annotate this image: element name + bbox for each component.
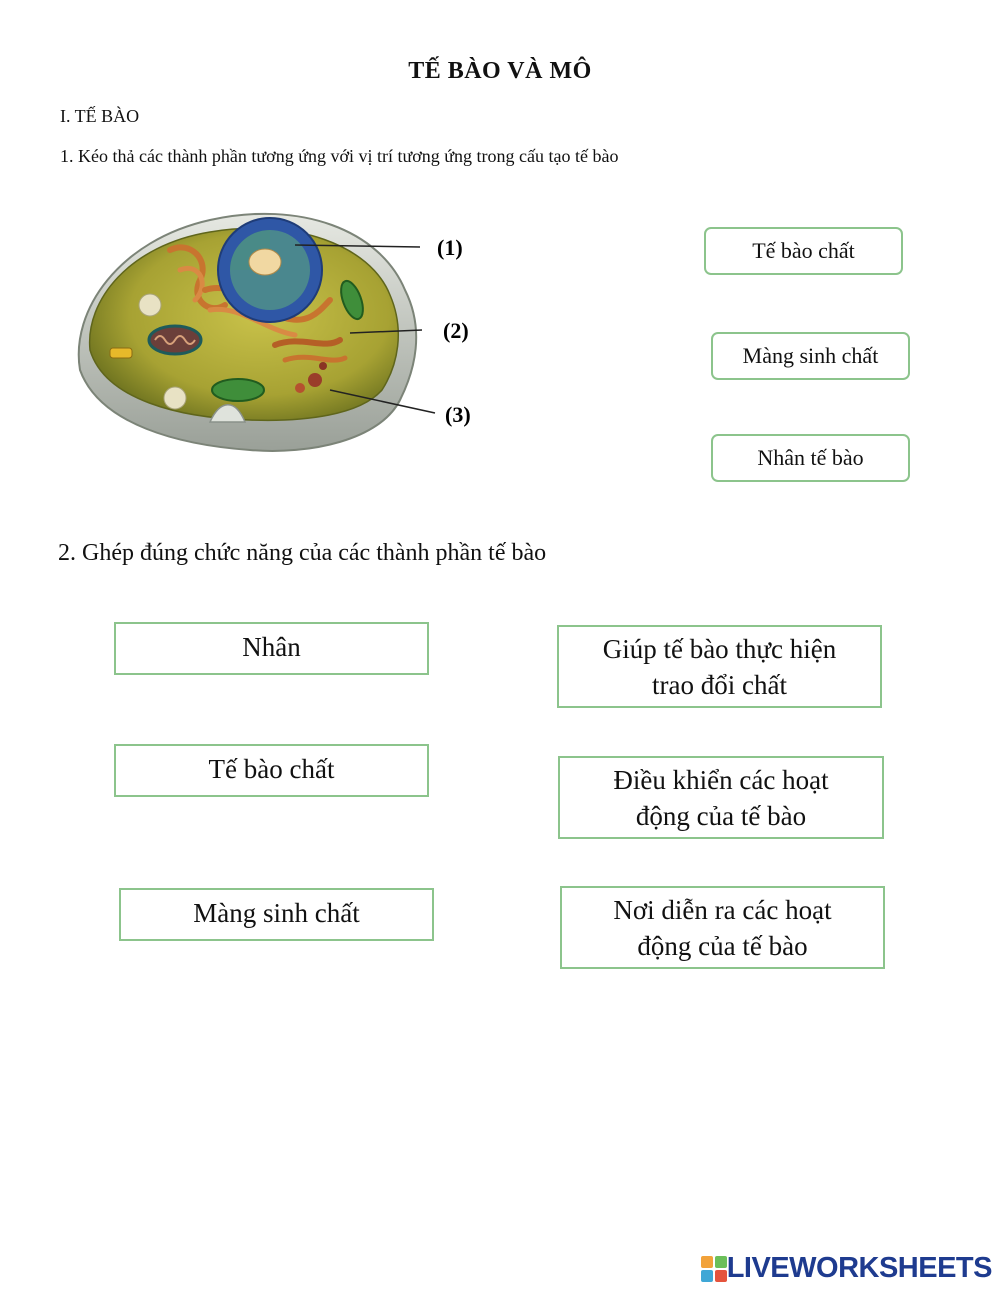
page-title: TẾ BÀO VÀ MÔ bbox=[408, 58, 592, 84]
match-right-trao-doi-chat[interactable] bbox=[557, 625, 882, 708]
match-right-line: Giúp tế bào thực hiện bbox=[602, 633, 837, 664]
cell-diagram bbox=[60, 200, 490, 470]
question-2-prompt: 2. Ghép đúng chức năng của các thành phần tế bào bbox=[58, 540, 547, 566]
match-right-dieu-khien[interactable] bbox=[558, 756, 884, 839]
diagram-label-3: (3) bbox=[445, 402, 471, 427]
match-left-nhan[interactable]: Nhân bbox=[114, 622, 429, 675]
diagram-label-2: (2) bbox=[443, 318, 469, 343]
match-left-te-bao-chat[interactable]: Tế bào chất bbox=[114, 744, 429, 797]
match-right-line: động của tế bào bbox=[635, 800, 807, 831]
match-right-noi-dien-ra[interactable] bbox=[560, 886, 885, 969]
match-right-line: động của tế bào bbox=[637, 930, 808, 961]
liveworksheets-logo bbox=[701, 1252, 992, 1285]
chloroplast-shape bbox=[212, 379, 264, 401]
diagram-label-1: (1) bbox=[437, 235, 463, 260]
drag-option-mang-sinh-chat[interactable]: Màng sinh chất bbox=[711, 332, 910, 380]
liveworksheets-logo-icon bbox=[701, 1256, 727, 1282]
section-heading: I. TẾ BÀO bbox=[60, 106, 140, 126]
drag-option-nhan-te-bao[interactable]: Nhân tế bào bbox=[711, 434, 910, 482]
match-right-line: Điều khiển các hoạt bbox=[613, 764, 829, 795]
match-left-mang-sinh-chat[interactable]: Màng sinh chất bbox=[119, 888, 434, 941]
brand-name: LIVEWORKSHEETS bbox=[726, 1252, 992, 1284]
match-right-line: trao đổi chất bbox=[652, 669, 787, 700]
question-1-prompt: 1. Kéo thả các thành phần tương ứng với vị trí tương ứng trong cấu tạo tế bào bbox=[60, 146, 619, 166]
match-right-line: Nơi diễn ra các hoạt bbox=[613, 894, 832, 925]
drag-option-te-bao-chat[interactable]: Tế bào chất bbox=[704, 227, 903, 275]
nucleolus bbox=[249, 249, 281, 275]
